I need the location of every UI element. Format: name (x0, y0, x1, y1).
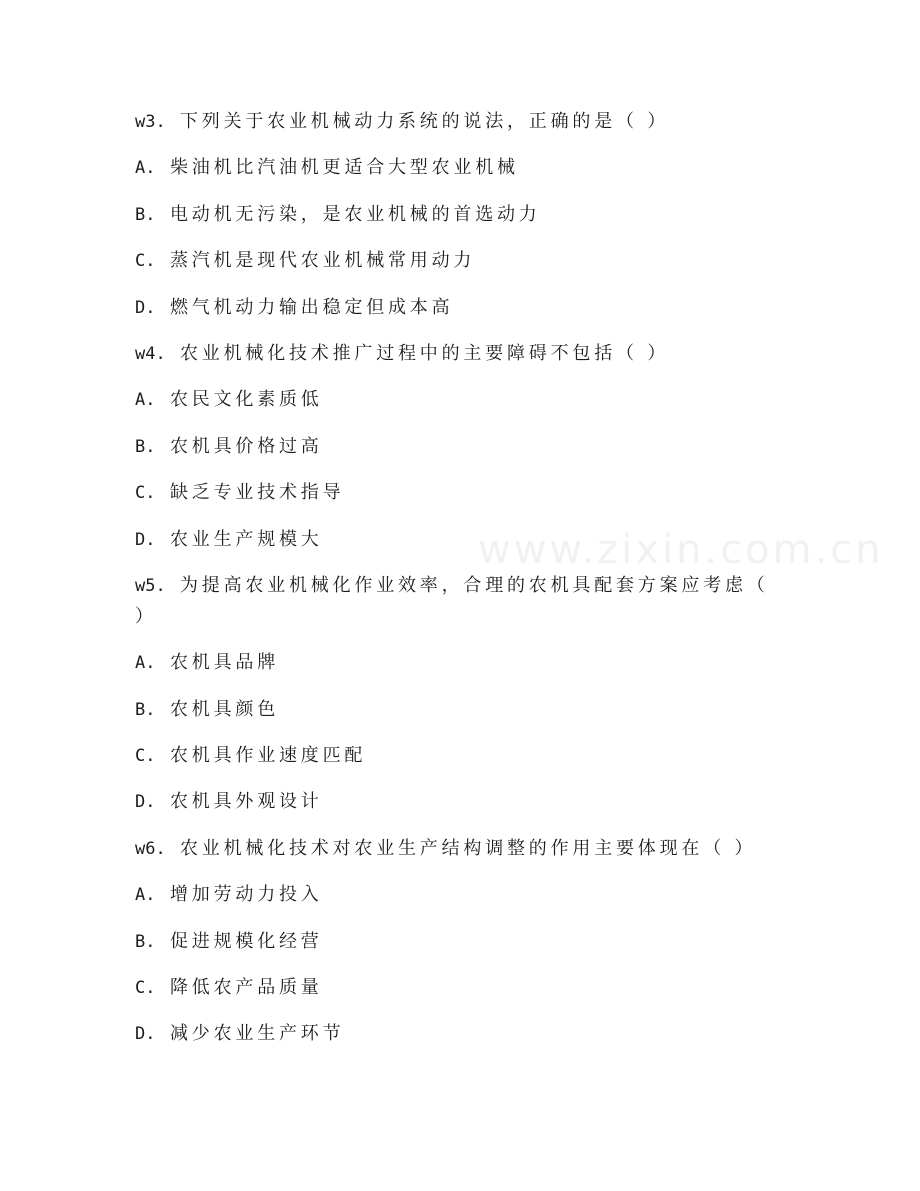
option-c (135, 743, 835, 789)
option-label: C. (135, 746, 156, 767)
question-text-continued: ） (135, 605, 157, 627)
option-text: 电动机无污染，是农业机械的首选动力 (170, 203, 541, 225)
option-d (135, 789, 835, 835)
question-w4 (135, 341, 835, 573)
question-stem (135, 836, 835, 882)
watermark: www.zixin.com.cn (478, 527, 884, 573)
option-b (135, 202, 835, 248)
option-a (135, 387, 835, 433)
option-label: B. (135, 699, 156, 720)
option-c (135, 975, 835, 1021)
option-text: 缺乏专业技术指导 (170, 482, 345, 504)
option-text: 降低农产品质量 (170, 977, 323, 999)
option-b (135, 929, 835, 975)
option-d (135, 295, 835, 341)
question-stem (135, 573, 835, 604)
question-stem (135, 341, 835, 387)
option-text: 农机具品牌 (170, 652, 279, 674)
option-label: D. (135, 297, 156, 318)
option-text: 柴油机比汽油机更适合大型农业机械 (170, 157, 519, 179)
question-text: 下列关于农业机械动力系统的说法，正确的是（ ） (180, 111, 670, 132)
option-c (135, 248, 835, 294)
option-label: C. (135, 978, 156, 999)
question-w6 (135, 836, 835, 1068)
option-text: 农民文化素质低 (170, 389, 323, 411)
option-text: 增加劳动力投入 (170, 884, 323, 906)
option-label: C. (135, 483, 156, 504)
option-label: C. (135, 251, 156, 272)
option-c (135, 480, 835, 526)
option-label: A. (135, 885, 156, 906)
option-text: 农机具价格过高 (170, 435, 323, 457)
option-label: D. (135, 529, 156, 550)
option-label: B. (135, 204, 156, 225)
option-label: D. (135, 792, 156, 813)
option-text: 农业生产规模大 (170, 528, 323, 550)
option-a (135, 650, 835, 696)
question-number: w5. (135, 575, 166, 596)
option-text: 农机具作业速度匹配 (170, 745, 367, 767)
option-text: 减少农业生产环节 (170, 1023, 345, 1045)
question-stem (135, 109, 835, 155)
option-label: B. (135, 436, 156, 457)
question-number: w4. (135, 343, 166, 364)
option-text: 促进规模化经营 (170, 930, 323, 952)
option-text: 燃气机动力输出稳定但成本高 (170, 296, 454, 318)
document-body (135, 109, 835, 1068)
question-w5 (135, 573, 835, 836)
question-text: 农业机械化技术对农业生产结构调整的作用主要体现在（ ） (180, 837, 757, 859)
question-text: 农业机械化技术推广过程中的主要障碍不包括（ ） (180, 342, 670, 364)
option-d (135, 1021, 835, 1067)
option-label: A. (135, 390, 156, 411)
option-label: A. (135, 653, 156, 674)
option-text: 农机具外观设计 (170, 791, 323, 813)
option-label: D. (135, 1024, 156, 1045)
option-a (135, 882, 835, 928)
option-b (135, 434, 835, 480)
option-b (135, 697, 835, 743)
option-text: 农机具颜色 (170, 698, 279, 720)
question-number: w3. (135, 112, 166, 132)
option-a (135, 155, 835, 201)
option-text: 蒸汽机是现代农业机械常用动力 (170, 250, 476, 272)
question-w3 (135, 109, 835, 341)
question-number: w6. (135, 838, 166, 859)
option-label: A. (135, 158, 156, 179)
question-text: 为提高农业机械化作业效率，合理的农机具配套方案应考虑（ (180, 574, 769, 596)
option-label: B. (135, 931, 156, 952)
question-stem-continued (135, 604, 835, 650)
option-d (135, 527, 835, 573)
